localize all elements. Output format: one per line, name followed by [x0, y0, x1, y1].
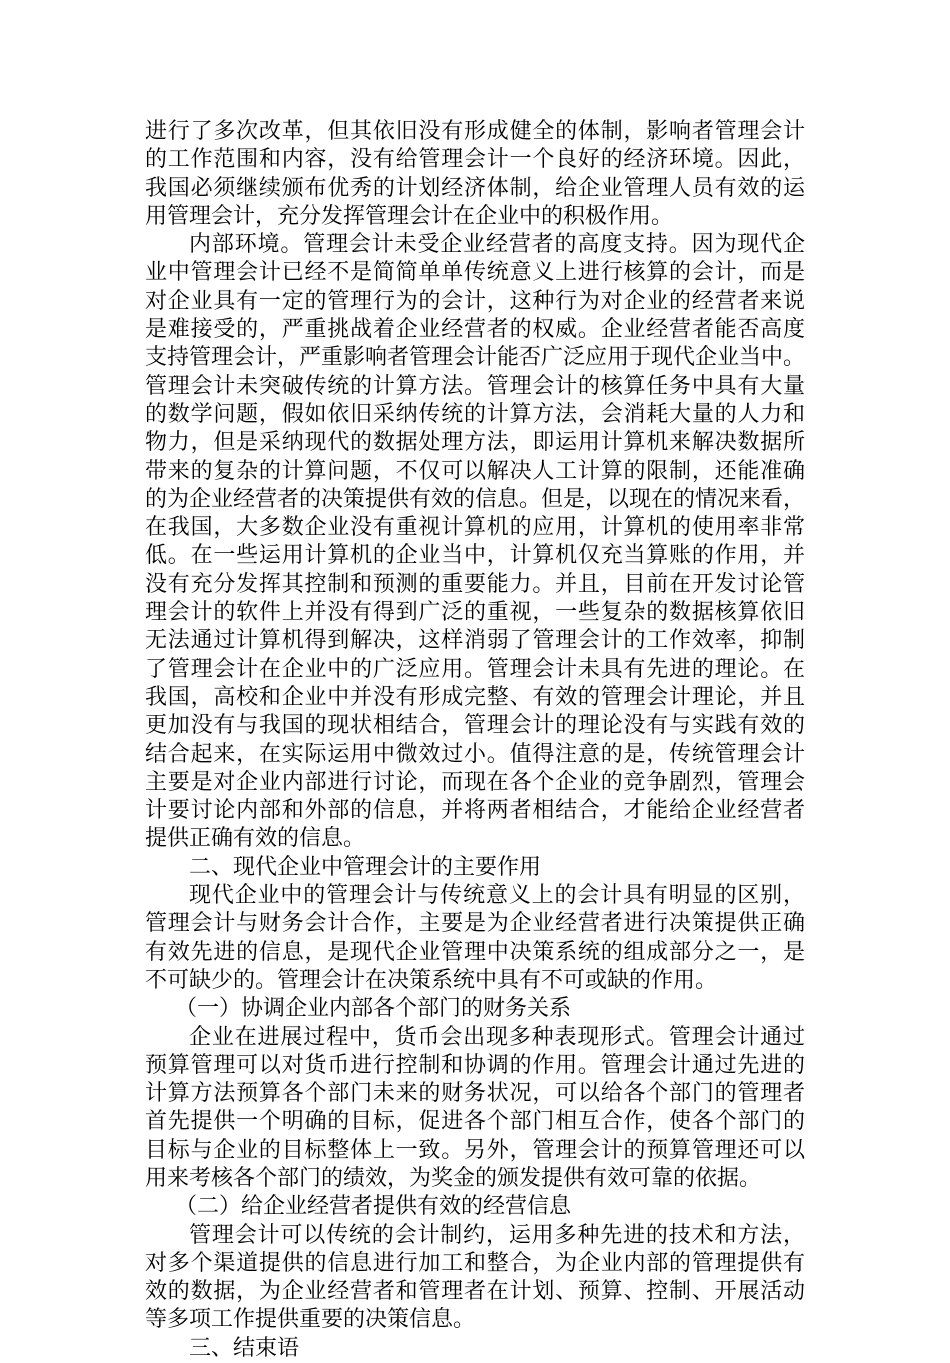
- text-line: 二、现代企业中管理会计的主要作用: [189, 854, 542, 880]
- text-line: 进行了多次改革，但其依旧没有形成健全的体制，影响者管理会计: [145, 119, 805, 144]
- text-line: 业中管理会计已经不是简简单单传统意义上进行核算的会计，而是: [145, 260, 805, 286]
- text-line: 内部环境。管理会计未受企业经营者的高度支持。因为现代企: [189, 232, 805, 258]
- text-line: 三、结束语: [189, 1335, 300, 1361]
- text-line: 对多个渠道提供的信息进行加工和整合，为企业内部的管理提供有: [145, 1250, 805, 1276]
- text-line: 我国必须继续颁布优秀的计划经济体制，给企业管理人员有效的运: [145, 175, 805, 201]
- text-line: 的数学问题，假如依旧采纳传统的计算方法，会消耗大量的人力和: [145, 401, 805, 427]
- text-line: 用来考核各个部门的绩效，为奖金的颁发提供有效可靠的依据。: [145, 1165, 762, 1191]
- text-line: 管理会计未突破传统的计算方法。管理会计的核算任务中具有大量: [145, 373, 805, 399]
- text-line: （二）给企业经营者提供有效的经营信息: [175, 1194, 572, 1220]
- text-line: 没有充分发挥其控制和预测的重要能力。并且，目前在开发讨论管: [145, 571, 805, 597]
- text-line: 结合起来，在实际运用中微效过小。值得注意的是，传统管理会计: [145, 741, 805, 767]
- text-line: 首先提供一个明确的目标，促进各个部门相互合作，使各个部门的: [145, 1109, 805, 1135]
- text-line: 提供正确有效的信息。: [145, 826, 366, 852]
- text-line: 现代企业中的管理会计与传统意义上的会计具有明显的区别，: [189, 883, 805, 909]
- text-line: 支持管理会计，严重影响者管理会计能否广泛应用于现代企业当中。: [145, 345, 805, 371]
- text-line: 用管理会计，充分发挥管理会计在企业中的积极作用。: [145, 203, 674, 229]
- text-line: 计算方法预算各个部门未来的财务状况，可以给各个部门的管理者: [145, 1081, 805, 1107]
- text-line: 管理会计可以传统的会计制约，运用多种先进的技术和方法，: [189, 1222, 805, 1248]
- text-line: 不可缺少的。管理会计在决策系统中具有不可或缺的作用。: [145, 967, 718, 993]
- text-line: 是难接受的，严重挑战着企业经营者的权威。企业经营者能否高度: [145, 317, 805, 343]
- text-line: 管理会计与财务会计合作，主要是为企业经营者进行决策提供正确: [145, 911, 805, 937]
- text-line: 主要是对企业内部进行讨论，而现在各个企业的竞争剧烈，管理会: [145, 769, 805, 795]
- text-line: 目标与企业的目标整体上一致。另外，管理会计的预算管理还可以: [145, 1137, 805, 1163]
- text-line: 等多项工作提供重要的决策信息。: [145, 1307, 476, 1333]
- text-line: 的为企业经营者的决策提供有效的信息。但是，以现在的情况来看，: [145, 486, 805, 512]
- text-line: 有效先进的信息，是现代企业管理中决策系统的组成部分之一，是: [145, 939, 805, 965]
- text-line: 了管理会计在企业中的广泛应用。管理会计未具有先进的理论。在: [145, 656, 805, 682]
- text-line: 对企业具有一定的管理行为的会计，这种行为对企业的经营者来说: [145, 288, 805, 314]
- text-line: 企业在进展过程中，货币会出现多种表现形式。管理会计通过: [189, 1024, 805, 1050]
- text-line: 计要讨论内部和外部的信息，并将两者相结合，才能给企业经营者: [145, 798, 805, 824]
- text-line: 更加没有与我国的现状相结合，管理会计的理论没有与实践有效的: [145, 713, 805, 739]
- text-line: 理会计的软件上并没有得到广泛的重视，一些复杂的数据核算依旧: [145, 600, 805, 626]
- text-line: （一）协调企业内部各个部门的财务关系: [175, 996, 572, 1022]
- text-line: 低。在一些运用计算机的企业当中，计算机仅充当算账的作用，并: [145, 543, 805, 569]
- text-line: 我国，高校和企业中并没有形成完整、有效的管理会计理论，并且: [145, 684, 805, 710]
- text-line: 在我国，大多数企业没有重视计算机的应用，计算机的使用率非常: [145, 515, 805, 541]
- text-line: 的工作范围和内容，没有给管理会计一个良好的经济环境。因此，: [145, 147, 805, 173]
- text-line: 带来的复杂的计算问题，不仅可以解决人工计算的限制，还能准确: [145, 458, 805, 484]
- text-line: 无法通过计算机得到解决，这样消弱了管理会计的工作效率，抑制: [145, 628, 805, 654]
- text-line: 预算管理可以对货币进行控制和协调的作用。管理会计通过先进的: [145, 1052, 805, 1078]
- text-line: 物力，但是采纳现代的数据处理方法，即运用计算机来解决数据所: [145, 430, 805, 456]
- text-line: 效的数据，为企业经营者和管理者在计划、预算、控制、开展活动: [145, 1279, 805, 1305]
- document-page: [145, 118, 805, 1363]
